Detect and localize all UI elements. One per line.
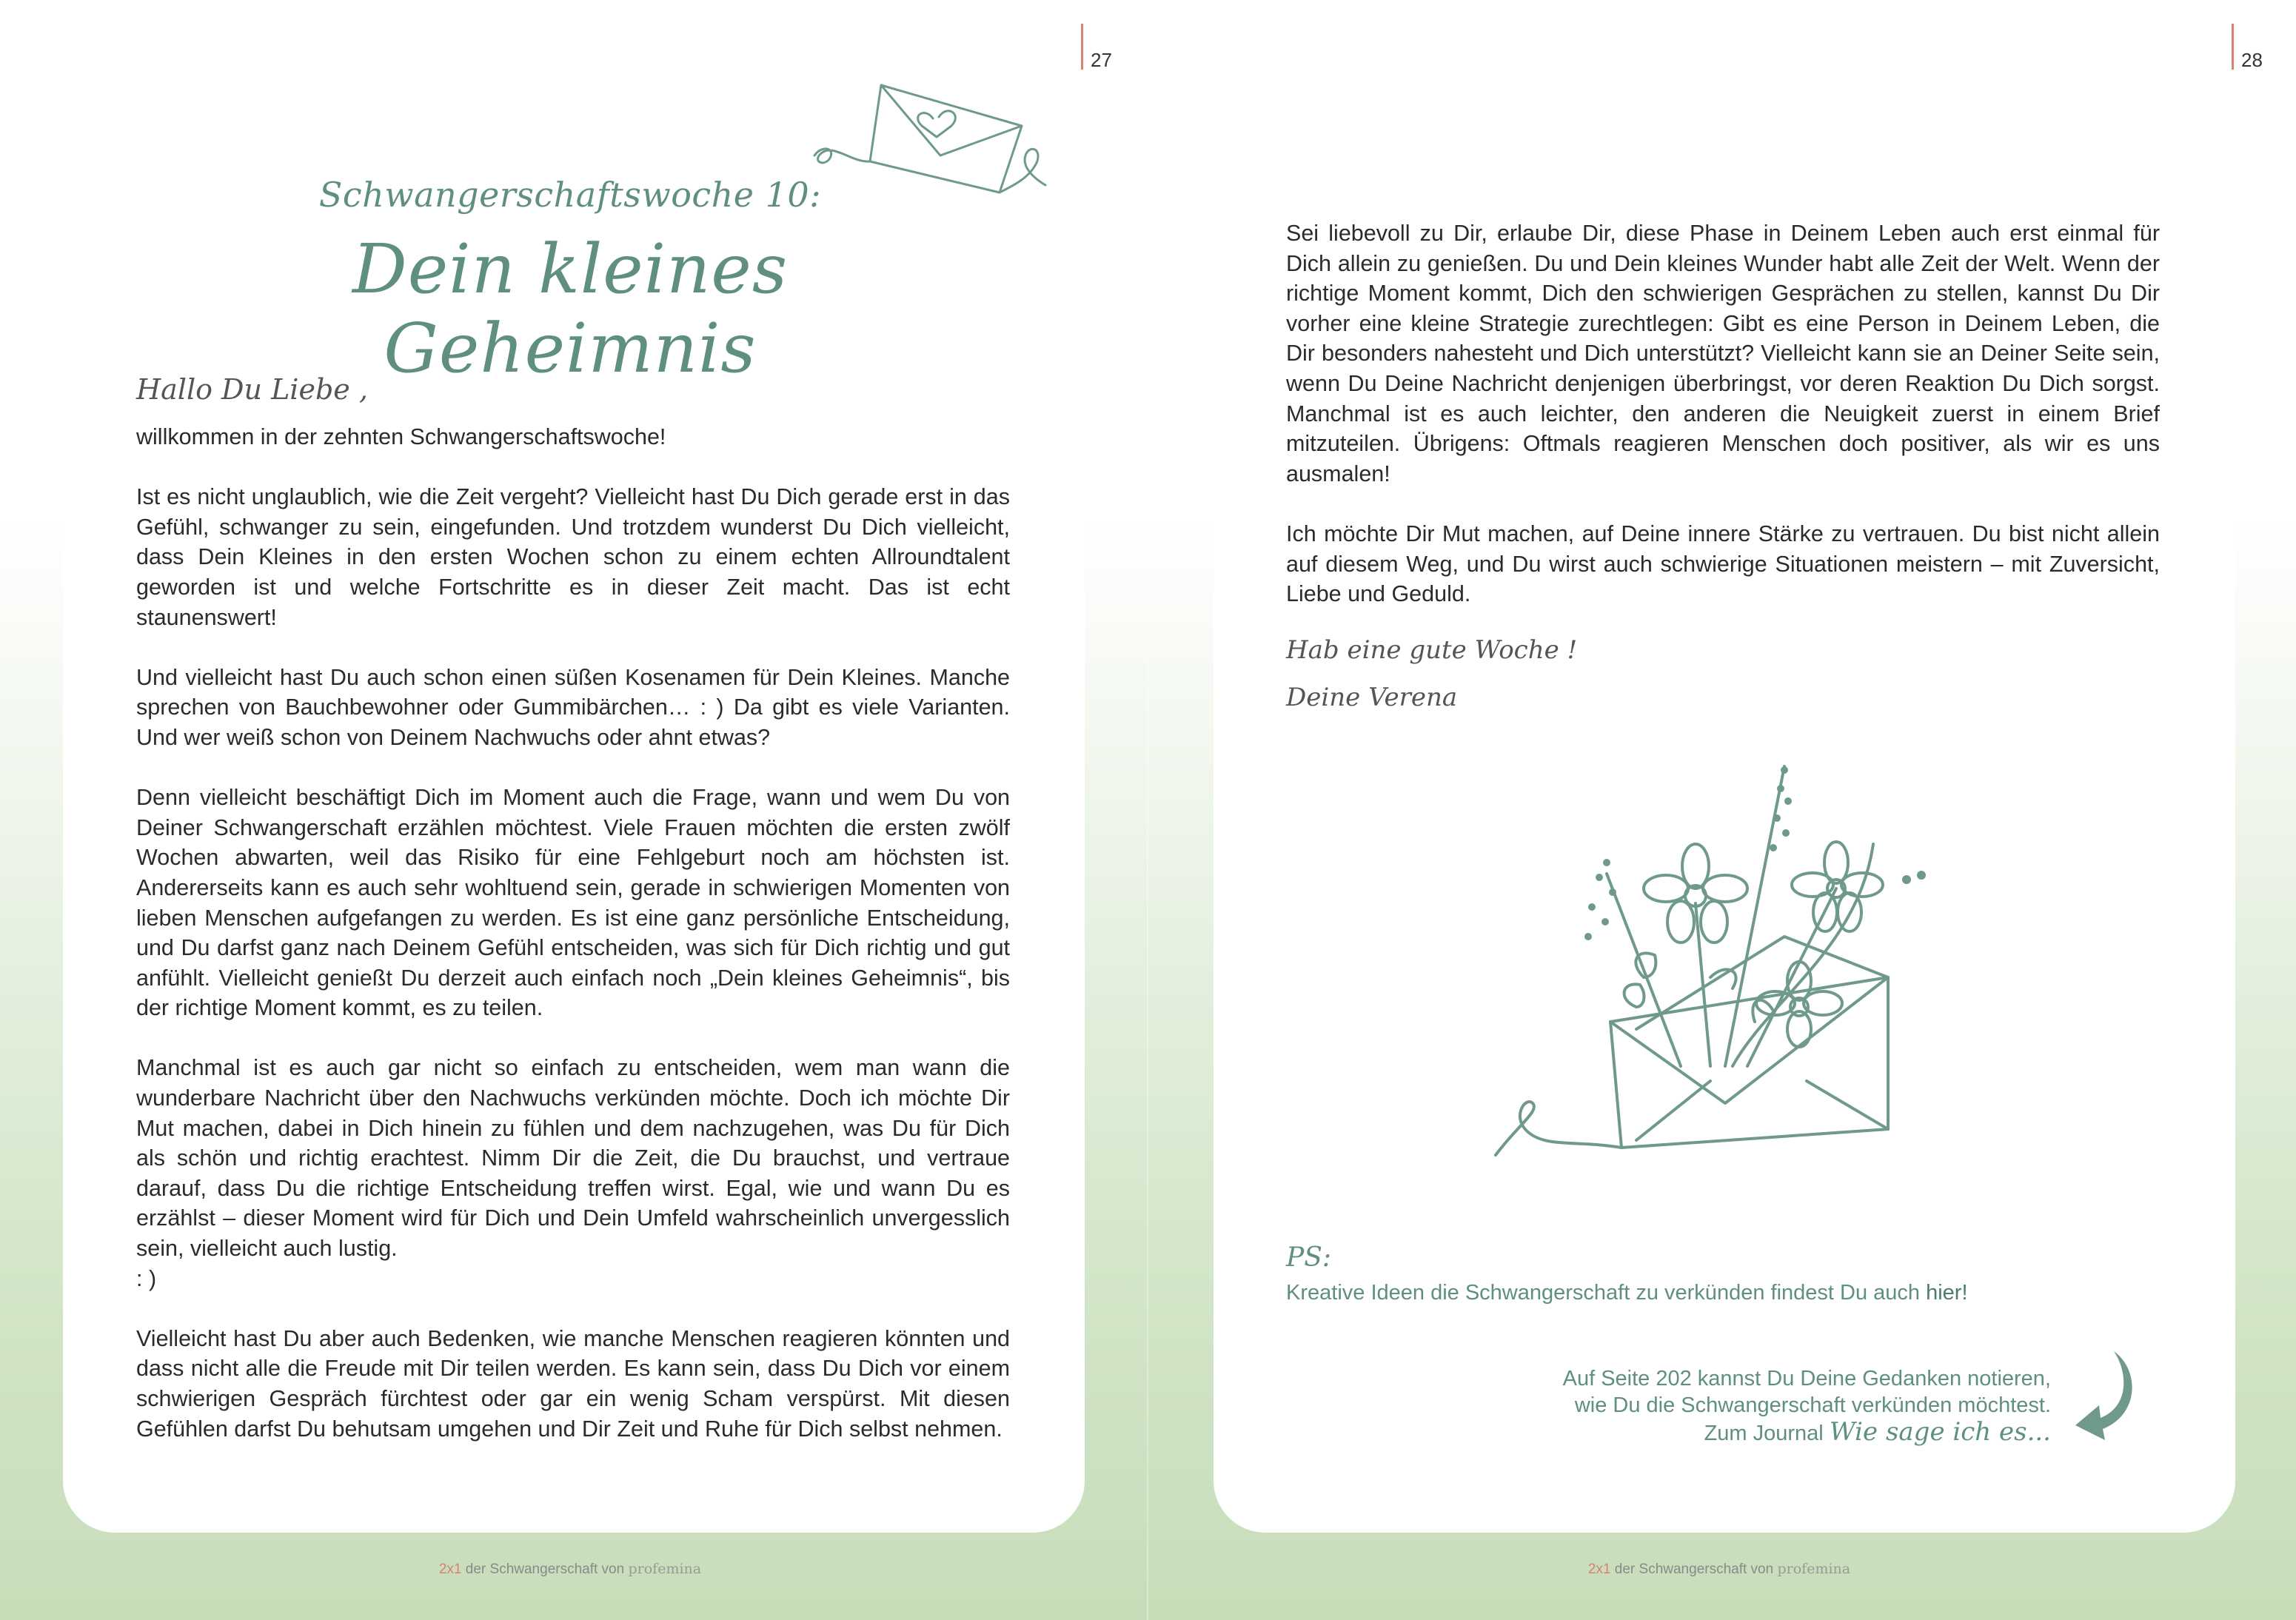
- page-number-right: 28: [2241, 49, 2263, 71]
- footer-brand-post: femina: [652, 1561, 702, 1577]
- week-subtitle: Schwangerschaftswoche 10:: [318, 175, 822, 215]
- paragraph: Vielleicht hast Du aber auch Bedenken, wie manche Menschen reagieren könnten und dass nicht alle die Freude mit Dir teilen werden. Es kann sein, dass Du Dich vor einem schwierigen Gespräch fürchtest oder gar ein wenig Scham verspürst. Mit diesen Gefühlen darfst Du behutsam umgehen und Dir Zeit und Ruhe für Dich selbst nehmen.: [136, 1325, 1010, 1442]
- journal-line-2: wie Du die Schwangerschaft verkünden möchtest.: [1574, 1393, 2051, 1417]
- paragraph: Manchmal ist es auch gar nicht so einfach zu entscheiden, wem man wann die wunderbare Nachricht über den Nachwuchs verkünden möchte. Doch ich möchte Dir Mut machen, dabei in Dich hinein zu fühlen und dem nachzugehen, was Du für Dich als schön und richtig erachtest. Nimm Dir die Zeit, die Du brauchst, und vertraue darauf, dass Du die richtige Entscheidung treffen wirst. Egal, wie und wann Du es erzählst – dieser Moment wird für Dich und Dein Umfeld wahrscheinlich unvergesslich sein, vielleicht auch lustig.: [136, 1055, 1010, 1262]
- ps-text: [1286, 1281, 1968, 1305]
- footer-text: der Schwangerschaft von: [461, 1562, 629, 1577]
- journal-prefix: Zum Journal: [1704, 1422, 1830, 1445]
- journal-reference: [1473, 1365, 2051, 1447]
- paragraph: Sei liebevoll zu Dir, erlaube Dir, diese Phase in Deinem Leben auch erst einmal für Dich allein zu genießen. Du und Dein kleines Wunder habt alle Zeit der Welt. Wenn der richtige Moment kommt, Dich den schwierigen Gesprächen zu stellen, kannst Du Dir vorher eine kleine Strategie zurechtlegen: Gibt es eine Person in Deinem Leben, die Dir besonders nahesteht und Dich unterstützt? Vielleicht kann sie an Deiner Seite sein, wenn Du Deine Nachricht denjenigen überbringst, vor deren Reaktion Du Dich sorgst. Manchmal ist es auch leichter, den anderen die Neuigkeit zuerst in einem Brief mitzuteilen. Übrigens: Oftmals reagieren Menschen doch positiver, als wir es uns ausmalen!: [1286, 221, 2160, 486]
- footer-accent: 2x1: [1587, 1562, 1611, 1577]
- page-number-left: 27: [1091, 49, 1112, 71]
- ps-body: Kreative Ideen die Schwangerschaft zu verkünden findest Du auch: [1286, 1281, 1927, 1305]
- page-marker-left: [1081, 24, 1083, 70]
- footer-brand-post: femina: [1801, 1561, 1851, 1577]
- paragraph: Und vielleicht hast Du auch schon einen süßen Kosenamen für Dein Kleines. Manche sprechen von Bauchbewohner oder Gummibärchen… : ) Da gibt es viele Varianten. Und wer weiß schon von Deinem Nachwuchs oder ahnt etwas?: [136, 664, 1010, 750]
- ps-label: PS:: [1286, 1242, 1332, 1273]
- paragraph: willkommen in der zehnten Schwangerschaftswoche!: [136, 424, 666, 449]
- footer-left: [348, 1561, 792, 1578]
- journal-line-1: Auf Seite 202 kannst Du Deine Gedanken notieren,: [1562, 1367, 2051, 1390]
- paragraph: : ): [136, 1265, 157, 1291]
- journal-link[interactable]: Wie sage ich es...: [1829, 1417, 2051, 1447]
- paragraph: Ist es nicht unglaublich, wie die Zeit vergeht? Vielleicht hast Du Dich gerade erst in das Gefühl, schwanger zu sein, eingefunden. Und trotzdem wunderst Du Dich vielleicht, dass Dein Kleines in den ersten Wochen schon zu einem echten Allroundtalent geworden ist und welche Fortschritte es in dieser Zeit macht. Das ist echt staunenswert!: [136, 484, 1010, 630]
- handwritten-signature: Deine Verena: [1286, 683, 1458, 712]
- paragraph: Ich möchte Dir Mut machen, auf Deine innere Stärke zu vertrauen. Du bist nicht allein auf diesem Weg, und Du wirst auch schwierige Situationen meistern – mit Zuversicht, Liebe und Geduld.: [1286, 521, 2160, 607]
- left-body-text: [136, 422, 1010, 1474]
- ps-here-link[interactable]: hier!: [1926, 1281, 1968, 1305]
- footer-brand-pre: pro: [1777, 1561, 1802, 1577]
- flower-envelope-illustration: [1488, 755, 1932, 1177]
- curved-arrow-icon[interactable]: [2069, 1348, 2143, 1444]
- footer-accent: 2x1: [438, 1562, 462, 1577]
- handwritten-greeting: Hallo Du Liebe ,: [136, 373, 368, 406]
- journal-line-3: [1473, 1419, 2051, 1447]
- spread-divider: [1147, 0, 1148, 1620]
- right-body-text: [1286, 218, 2160, 639]
- paragraph: Denn vielleicht beschäftigt Dich im Moment auch die Frage, wann und wem Du von Deiner Schwangerschaft erzählen möchtest. Viele Frauen möchten die ersten zwölf Wochen abwarten, weil das Risiko für eine Fehlgeburt noch am höchsten ist. Andererseits kann es auch sehr wohltuend sein, gerade in schwierigen Momenten von lieben Menschen aufgefangen zu werden. Es ist eine ganz persönliche Entscheidung, und Du darfst ganz nach Deinem Gefühl entscheiden, was sich für Dich richtig und gut anfühlt. Vielleicht genießt Du derzeit auch einfach noch „Dein kleines Geheimnis“, bis der richtige Moment kommt, es zu teilen.: [136, 785, 1010, 1021]
- page-marker-right: [2232, 24, 2234, 70]
- footer-text: der Schwangerschaft von: [1610, 1562, 1778, 1577]
- footer-right: [1497, 1561, 1941, 1578]
- handwritten-closing: Hab eine gute Woche !: [1286, 635, 1578, 665]
- page-title: Dein kleines Geheimnis: [352, 230, 789, 388]
- footer-brand-pre: pro: [628, 1561, 653, 1577]
